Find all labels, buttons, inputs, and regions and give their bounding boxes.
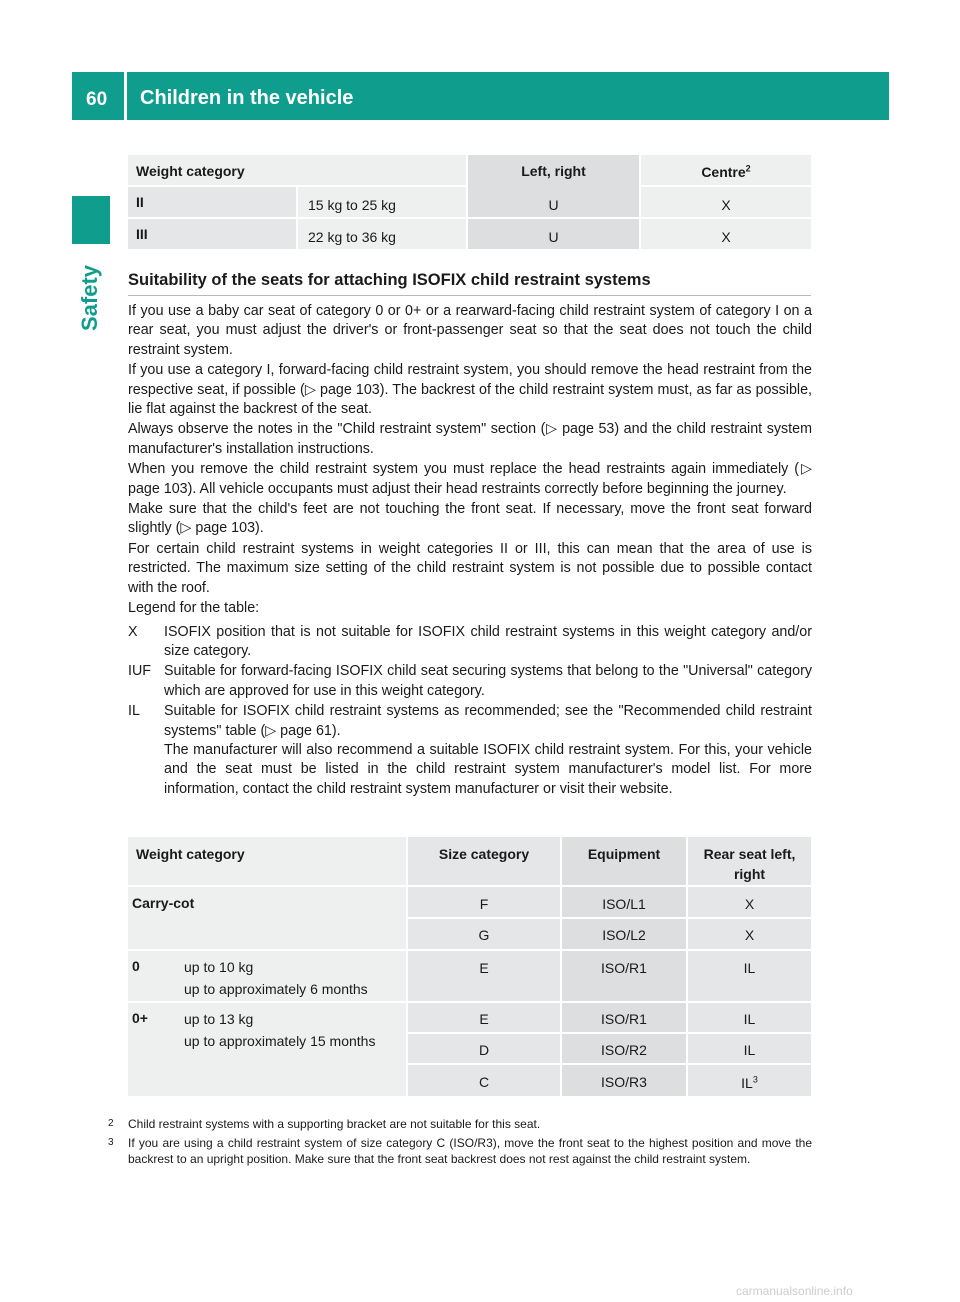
table2-size: G [408,919,560,949]
table1-row-category: II [128,187,296,217]
legend-text: Suitable for forward-facing ISOFIX child seat securing systems that belong to the "Universal" category which are approved for use in this weight category. [164,663,812,699]
table1-header-weight: Weight category [128,155,466,185]
footnote-text: Child restraint systems with a supporting bracket are not suitable for this seat. [128,1117,541,1131]
table1-row-centre: X [641,187,811,217]
table2-rear: IL [688,1034,811,1063]
legend-text: Suitable for ISOFIX child restraint systems as recommended; see the "Recommended child restraint systems" table (▷ page 61). [164,703,812,739]
table2-equipment: ISO/L2 [562,919,686,949]
table2-age-limit: up to approximately 15 months [184,1033,376,1049]
table1-row-left-right: U [468,187,639,217]
table2-equipment: ISO/R1 [562,951,686,1001]
legend-item [128,702,812,799]
table2-header-size: Size category [408,837,560,885]
section-heading: Suitability of the seats for attaching ISOFIX child restraint systems [128,271,651,289]
side-tab [70,255,110,340]
footnote [108,1116,812,1133]
legend-item [128,623,812,662]
side-tab-marker [72,196,110,244]
footnote-number: 2 [108,1118,114,1129]
table2-header-rear-seat: Rear seat left, right [688,837,811,885]
paragraph: Always observe the notes in the "Child restraint system" section (▷ page 53) and the child restraint system manufacturer's installation instructions. [128,421,812,457]
legend-text: ISOFIX position that is not suitable for ISOFIX child restraint systems in this weight category and/or size category. [164,623,812,659]
table2-size: D [408,1034,560,1063]
table2-size: E [408,951,560,1001]
table1-row-centre: X [641,219,811,249]
paragraph: Make sure that the child's feet are not touching the front seat. If necessary, move the front seat forward slightly (▷ page 103). [128,501,812,537]
page-header [72,72,889,120]
table1-row-weight: 22 kg to 36 kg [298,219,466,249]
table2-rear: X [688,919,811,949]
paragraph: When you remove the child restraint system you must replace the head restraints again immediately (▷ page 103). All vehicle occupants must adjust their head restraints correctly before beginning the journey. [128,461,812,497]
table2-size: C [408,1065,560,1096]
table2-category-carry-cot: Carry-cot [128,887,406,949]
table2-rear: IL [688,951,811,1001]
chapter-title: Children in the vehicle [140,87,354,109]
footnote-text: If you are using a child restraint system of size category C (ISO/R3), move the front seat to the highest position and move the backrest to an upright position. Make sure that the front seat backrest does not rest against the child restraint system. [128,1135,812,1166]
header-divider [124,72,127,120]
legend-key: IUF [128,663,152,680]
side-tab-label: Safety [77,264,102,331]
table2-header-weight: Weight category [128,837,406,885]
paragraph: For certain child restraint systems in weight categories II or III, this can mean that the area of use is restricted. The maximum size setting of the child restraint system is not possible due to possible contact with the roof. [128,540,812,596]
heading-rule [128,295,811,296]
table2-category-0: 0 [128,951,178,1001]
table2-description [178,1003,406,1096]
footnotes [108,1116,812,1170]
table1-row-weight: 15 kg to 25 kg [298,187,466,217]
footnote [108,1135,812,1168]
table2-header-equipment: Equipment [562,837,686,885]
table1-header-left-right: Left, right [468,155,639,185]
table1-header-centre: Centre$^2$ [641,155,811,185]
section-body [128,302,812,800]
watermark: carmanualsonline.info [736,1284,853,1298]
legend-item [128,662,812,701]
footnote-number: 3 [108,1136,114,1148]
table1-row-left-right: U [468,219,639,249]
table2-size: F [408,887,560,917]
legend-key: IL [128,703,140,720]
page-number: 60 [86,89,108,110]
legend-text-extra: The manufacturer will also recommend a suitable ISOFIX child restraint system. For this, your vehicle and the seat must be listed in the child restraint system manufacturer's model list. For more information, contact the child restraint system manufacturer or visit their website. [164,741,812,797]
table2-equipment: ISO/L1 [562,887,686,917]
table2-age-limit: up to approximately 6 months [184,981,368,997]
table2-rear: IL [688,1003,811,1032]
paragraph: If you use a baby car seat of category 0 or 0+ or a rearward-facing child restraint system of category I on a rear seat, you must adjust the driver's or front-passenger seat so that the seat does not touch the child restraint system. [128,303,812,358]
table2-weight-limit: up to 13 kg [184,1011,254,1027]
table2-category-0-plus: 0+ [128,1003,178,1096]
table2-equipment: ISO/R2 [562,1034,686,1063]
table1-row-category: III [128,219,296,249]
table2-weight-limit: up to 10 kg [184,959,254,975]
paragraph: If you use a category I, forward-facing child restraint system, you should remove the head restraint from the respective seat, if possible (▷ page 103). The backrest of the child restraint system must, as far as possible, lie flat against the backrest of the seat. [128,362,812,418]
table2-size: E [408,1003,560,1032]
table2-rear: $IL^3$ [688,1065,811,1096]
table2-description [178,951,406,1001]
table2-equipment: ISO/R3 [562,1065,686,1096]
paragraph: Legend for the table: [128,600,260,617]
legend-key: X [128,623,138,640]
table2-rear: X [688,887,811,917]
table2-equipment: ISO/R1 [562,1003,686,1032]
